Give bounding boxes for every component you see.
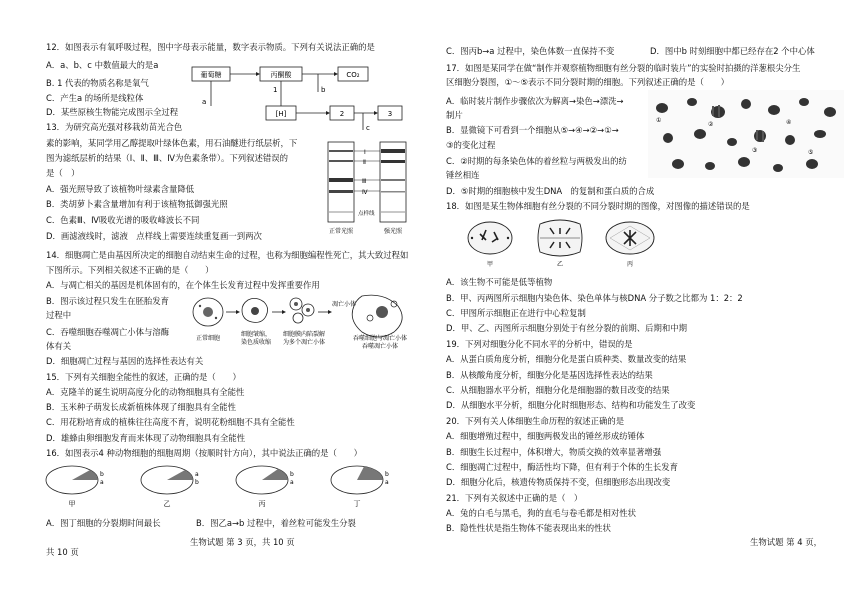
pie-bing-a: a: [290, 479, 294, 486]
shrink-label-2: 染色质收缩: [240, 339, 272, 346]
normal-cell-label: 正常细胞: [195, 335, 221, 342]
band-i-label: Ⅰ: [364, 149, 366, 156]
cell-cycle-pies: [42, 462, 412, 512]
q16-option-a: A．图丁细胞的分裂期时间最长: [46, 518, 161, 528]
q21-option-a: A．兔的白毛与黑毛，狗的直毛与卷毛都是相对性状: [446, 508, 636, 518]
q19-option-a: A．从蛋白质角度分析，细胞分化是蛋白质种类、数量改变的结果: [446, 354, 687, 364]
q15-option-a: A．克隆羊的诞生说明高度分化的动物细胞具有全能性: [46, 387, 245, 397]
q13-option-b: B．类胡萝卜素含量增加有利于该植物抵御强光照: [46, 199, 228, 209]
q16-option-c: C．图丙b→a 过程中，染色体数一直保持不变: [446, 46, 615, 56]
pie-jia-label: 甲: [68, 500, 76, 508]
cell-bing-label: 丙: [626, 261, 634, 268]
q17-option-b-2: ③的变化过程: [446, 140, 496, 150]
energy-a-label: a: [202, 98, 207, 106]
cell-2-label: ②: [708, 121, 714, 128]
pie-jia-a: a: [100, 479, 104, 486]
normal-light-label: 正常光照: [328, 228, 354, 235]
q14-option-c-2: 体有关: [46, 341, 72, 351]
cell-bing: [606, 222, 654, 268]
q19-option-c: C．从细胞器水平分析，细胞分化是细胞器的数目改变的结果: [446, 385, 670, 395]
q14-option-b-1: B．图示该过程只发生在胚胎发育: [46, 296, 169, 306]
q17-option-c-1: C．②时期的每条染色体的着丝粒与两极发出的纺: [446, 156, 627, 166]
q14-stem-2: 下图所示。下列相关叙述不正确的是（ ）: [46, 265, 214, 275]
q19-option-d: D．从细胞水平分析，细胞分化时细胞形态、结构和功能发生了改变: [446, 400, 696, 410]
q17-option-a-1: A．临时装片制作步骤依次为解离→染色→漂洗→: [446, 96, 624, 106]
q19-option-b: B．从核酸角度分析，细胞分化是基因选择性表达的结果: [446, 370, 653, 380]
q14-option-c-1: C．吞噬细胞吞噬凋亡小体与溶酶: [46, 327, 170, 337]
cell-3-label: ③: [752, 147, 758, 154]
pie-bing-label: 丙: [258, 500, 266, 508]
right-page: [430, 0, 850, 607]
phagocyte-label-2: 吞噬凋亡小体: [361, 343, 399, 350]
q18-option-b: B．甲、丙两图所示细胞内染色体、染色单体与核DNA 分子数之比都为 1：2：2: [446, 293, 743, 303]
apoptosis-diagram: [190, 290, 416, 354]
q15-stem: 15．下列有关细胞全能性的叙述，正确的是（ ）: [46, 372, 241, 382]
substance-1-label: 1: [273, 86, 278, 94]
q13-stem-4: 是（ ）: [46, 168, 80, 178]
pie-ding: [331, 466, 389, 508]
left-footer-title: 生物试题 第 3 页，共 10 页: [190, 537, 295, 547]
substance-2-label: 2: [339, 110, 345, 118]
q14-option-b-2: 过程中: [46, 310, 72, 320]
cell-5-label: ⑤: [808, 149, 814, 156]
pie-yi: [141, 466, 199, 508]
q17-option-c-2: 锤丝相连: [446, 170, 480, 180]
q20-option-c: C．细胞凋亡过程中，酶活性均下降，但有利于个体的生长发育: [446, 462, 678, 472]
cell-4-label: ④: [786, 119, 792, 126]
glucose-label: 葡萄糖: [200, 71, 222, 79]
pie-yi-label: 乙: [163, 500, 171, 508]
q15-option-b: B．玉米种子萌发长成新植株体现了细胞具有全能性: [46, 402, 236, 412]
q20-option-a: A．细胞增殖过程中，细胞两极发出的锤丝形成纺锤体: [446, 431, 645, 441]
pie-jia: [46, 466, 104, 508]
cell-jia: [468, 222, 512, 268]
band-iv-label: Ⅳ: [362, 189, 368, 196]
q14-option-a: A．与凋亡相关的基因是机体固有的，在个体生长发育过程中发挥重要作用: [46, 280, 320, 290]
q16-option-d: D．图中b 时刻细胞中都已经存在2 个中心体: [650, 46, 815, 56]
h-box-label: [H]: [275, 110, 287, 118]
pie-ding-b: b: [385, 471, 389, 478]
cell-1-label: ①: [656, 117, 662, 124]
q12-option-d: D．某些原核生物能完成图示全过程: [46, 107, 179, 117]
split-label-1: 细胞膜内陷裂解: [282, 331, 326, 338]
q17-option-d: D．⑤时期的细胞核中发生DNA 的复制和蛋白质的合成: [446, 186, 655, 196]
q18-option-d: D．甲、乙、丙图所示细胞分别处于有丝分裂的前期、后期和中期: [446, 323, 687, 333]
respiration-diagram: [188, 62, 410, 136]
q17-option-b-1: B．显微镜下可看到一个细胞从⑤→④→②→①→: [446, 125, 619, 135]
phagocyte-label-1: 吞噬细胞与凋亡小体: [352, 335, 408, 342]
pie-yi-a: a: [195, 471, 199, 478]
mitosis-phase-figure: [460, 216, 660, 272]
q13-option-a: A．强光照导致了该植物叶绿素含量降低: [46, 184, 195, 194]
q20-option-b: B．细胞生长过程中，体积增大，物质交换的效率显著增强: [446, 447, 662, 457]
q17-stem-1: 17．如图是某同学在做“制作并观察植物细胞有丝分裂的临时装片”的实验时拍摄的洋葱根尖分生: [446, 63, 801, 73]
q20-option-d: D．细胞分化后，核遗传物质保持不变，但细胞形态出现改变: [446, 477, 671, 487]
q20-stem: 20．下列有关人体细胞生命历程的叙述正确的是: [446, 416, 625, 426]
pie-yi-b: b: [195, 479, 199, 486]
q15-option-d: D．雄蜂由卵细胞发育而来体现了动物细胞具有全能性: [46, 433, 246, 443]
q19-stem: 19．下列对细胞分化不同水平的分析中，错误的是: [446, 339, 633, 349]
q16-stem: 16．如图表示4 种动物细胞的细胞周期（按顺时针方向），其中说法正确的是（ ）: [46, 448, 362, 458]
cell-jia-label: 甲: [486, 261, 494, 268]
left-page: [0, 0, 420, 607]
q14-option-d: D．细胞凋亡过程与基因的选择性表达有关: [46, 356, 204, 366]
energy-c-label: c: [366, 124, 370, 132]
q13-option-d: D．画滤液线时，滤液 点样线上需要连续重复画一到两次: [46, 231, 262, 241]
band-ii-label: Ⅱ: [363, 159, 366, 166]
pie-ding-a: a: [385, 479, 389, 486]
q18-stem: 18．如图是某生物体细胞有丝分裂的不同分裂时期的图像，对图像的描述错误的是: [446, 201, 750, 211]
left-footer-pages: 共 10 页: [46, 547, 79, 557]
substance-3-label: 3: [387, 110, 393, 118]
pie-bing-b: b: [290, 471, 294, 478]
q13-option-c: C．色素Ⅲ、Ⅳ吸收光谱的吸收峰波长不同: [46, 215, 200, 225]
q15-option-c: C．用花粉培育成的植株往往高度不育，说明花粉细胞不具有全能性: [46, 417, 295, 427]
q12-option-a: A．a、b、c 中数值最大的是a: [46, 60, 159, 70]
pyruvate-label: 丙酮酸: [270, 71, 292, 79]
onion-root-micrograph: [648, 90, 844, 178]
shrink-label-1: 细胞皱缩，: [240, 331, 272, 338]
q18-option-a: A．该生物不可能是低等植物: [446, 277, 553, 287]
right-footer-title: 生物试题 第 4 页，: [750, 537, 822, 547]
q13-stem-2: 素的影响，某同学用乙醇提取叶绿体色素，用石油醚进行纸层析，下: [46, 138, 298, 148]
pie-ding-label: 丁: [353, 500, 361, 508]
q17-stem-2: 区细胞分裂图，①～⑤表示不同分裂时期的细胞。下列叙述正确的是（ ）: [446, 77, 730, 87]
co2-label: CO₂: [346, 71, 360, 79]
pie-bing: [236, 466, 294, 508]
q12-stem: 12．如图表示有氧呼吸过程，图中字母表示能量，数字表示物质。下列有关说法正确的是: [46, 42, 375, 52]
q16-option-b: B．图乙a→b 过程中，着丝粒可能发生分裂: [196, 518, 356, 528]
cell-yi: [538, 220, 582, 268]
q21-option-b: B．隐性性状是指生物体不能表现出来的性状: [446, 523, 611, 533]
q13-stem-1: 13．为研究高光强对移栽幼苗光合色: [46, 122, 183, 132]
energy-b-label: b: [321, 86, 326, 94]
start-line-label: 点样线: [358, 211, 375, 217]
q18-option-c: C．甲图所示细胞正在进行中心粒复制: [446, 308, 586, 318]
cell-yi-label: 乙: [556, 261, 564, 268]
q21-stem: 21．下列有关叙述中正确的是（ ）: [446, 493, 583, 503]
q12-option-c: C．产生a 的场所是线粒体: [46, 93, 144, 103]
q14-stem-1: 14．细胞凋亡是由基因所决定的细胞自动结束生命的过程，也称为细胞编程性死亡，其大致过程如: [46, 250, 409, 260]
q12-option-b: B. 1 代表的物质名称是氧气: [46, 78, 149, 88]
q17-option-a-2: 制片: [446, 110, 463, 120]
pie-jia-b: b: [100, 471, 104, 478]
apoptotic-body-label: 凋亡小体: [332, 301, 357, 308]
band-iii-label: Ⅲ: [362, 178, 367, 185]
split-label-2: 为多个凋亡小体: [282, 339, 326, 346]
strong-light-label: 强光照: [383, 228, 403, 235]
q13-stem-3: 图为滤纸层析的结果（Ⅰ、Ⅱ、Ⅲ、Ⅳ为色素条带）。下列叙述错误的: [46, 153, 289, 163]
chromatography-figure: [318, 138, 416, 238]
